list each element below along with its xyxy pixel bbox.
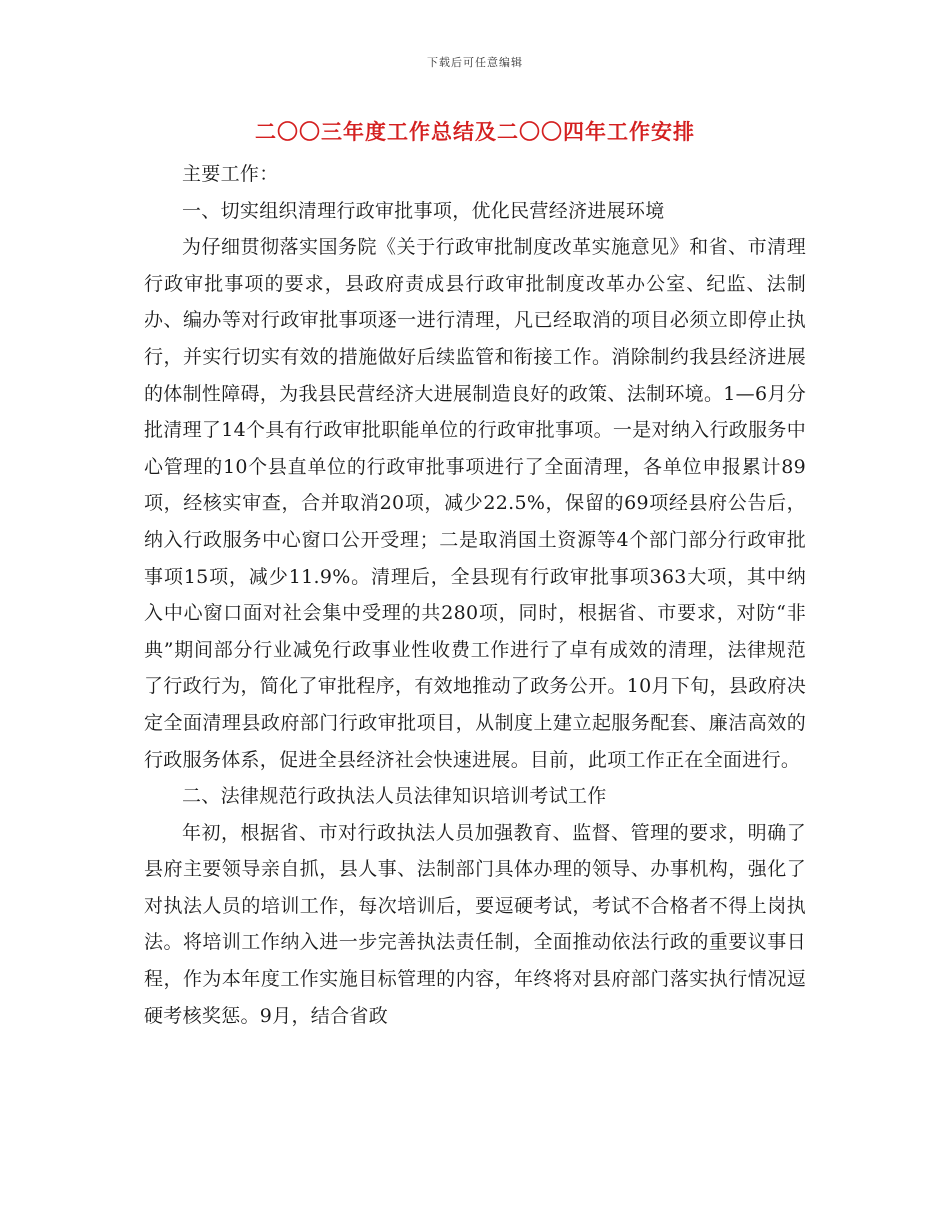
document-title: 二〇〇三年度工作总结及二〇〇四年工作安排 <box>255 119 695 144</box>
section-heading-1: 一、切实组织清理行政审批事项，优化民营经济进展环境 <box>182 199 665 222</box>
paragraph-2: 年初，根据省、市对行政执法人员加强教育、监督、管理的要求，明确了县府主要领导亲自抓，县人事、法制部门具体办理的领导、办事机构，强化了对执法人员的培训工作，每次培训后，要逗硬考试，考试不合格者不得上岗执法。将培训工作纳入进一步完善执法责任制，全面推动依法行政的重要议事日程，作为本年度工作实施目标管理的内容，年终将对县府部门落实执行情况逗硬考核奖惩。9月，结合省政 <box>144 821 806 1027</box>
header-note: 下载后可任意编辑 <box>427 56 523 69</box>
section-heading-2: 二、法律规范行政执法人员法律知识培训考试工作 <box>182 785 607 808</box>
paragraph-1: 为仔细贯彻落实国务院《关于行政审批制度改革实施意见》和省、市清理行政审批事项的要求，县政府责成县行政审批制度改革办公室、纪监、法制办、编办等对行政审批事项逐一进行清理，凡已经取消的项目必须立即停止执行，并实行切实有效的措施做好后续监管和衔接工作。消除制约我县经济进展的体制性障碍，为我县民营经济大进展制造良好的政策、法制环境。1—6月分批清理了14个具有行政审批职能单位的行政审批事项。一是对纳入行政服务中心管理的10个县直单位的行政审批事项进行了全面清理，各单位申报累计89项，经核实审查，合并取消20项，减少22.5%，保留的69项经县府公告后，纳入行政服务中心窗口公开受理；二是取消国土资源等4个部门部分行政审批事项15项，减少11.9%。清理后，全县现有行政审批事项363大项，其中纳入中心窗口面对社会集中受理的共280项，同时，根据省、市要求，对防“非典”期间部分行业减免行政事业性收费工作进行了卓有成效的清理，法律规范了行政行为，简化了审批程序，有效地推动了政务公开。10月下旬，县政府决定全面清理县政府部门行政审批项目，从制度上建立起服务配套、廉洁高效的行政服务体系，促进全县经济社会快速进展。目前，此项工作正在全面进行。 <box>144 236 806 771</box>
document-body <box>144 156 806 1034</box>
section-label-main-work: 主要工作： <box>182 163 279 185</box>
